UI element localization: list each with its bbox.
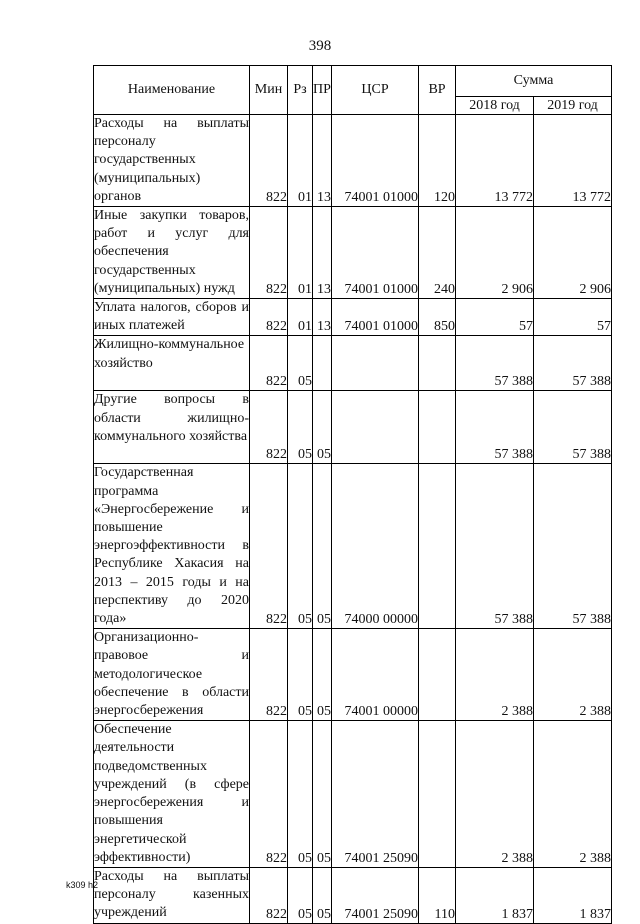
row-min: 822 [250, 721, 288, 868]
row-csr: 74000 00000 [332, 464, 419, 629]
row-pr [313, 336, 332, 391]
row-sum-2018: 2 388 [456, 629, 534, 721]
row-vr: 850 [419, 299, 456, 336]
row-sum-2019: 1 837 [534, 867, 612, 923]
row-rz: 01 [288, 299, 313, 336]
row-vr [419, 721, 456, 868]
row-sum-2018: 57 388 [456, 336, 534, 391]
header-vr: ВР [419, 66, 456, 115]
footer-code: k309 h2 [66, 880, 99, 890]
budget-table [93, 65, 612, 924]
row-vr [419, 629, 456, 721]
row-min: 822 [250, 336, 288, 391]
header-year-2019: 2019 год [534, 97, 612, 115]
row-sum-2018: 2 906 [456, 207, 534, 299]
table-row [94, 721, 612, 868]
row-vr: 110 [419, 867, 456, 923]
table-body [94, 115, 612, 924]
header-name: Наименование [94, 66, 250, 115]
header-rz: Рз [288, 66, 313, 115]
row-pr: 05 [313, 391, 332, 464]
row-min: 822 [250, 629, 288, 721]
row-sum-2019: 57 388 [534, 464, 612, 629]
header-min: Мин [250, 66, 288, 115]
row-rz: 05 [288, 629, 313, 721]
row-pr: 05 [313, 867, 332, 923]
page-number: 398 [308, 38, 332, 54]
row-rz: 05 [288, 336, 313, 391]
row-csr [332, 336, 419, 391]
row-sum-2019: 57 [534, 299, 612, 336]
header-csr: ЦСР [332, 66, 419, 115]
row-csr: 74001 01000 [332, 299, 419, 336]
row-rz: 05 [288, 721, 313, 868]
row-name: Уплата налогов, сборов и иных платежей [94, 299, 250, 336]
header-pr: ПР [313, 66, 332, 115]
header-year-2018: 2018 год [456, 97, 534, 115]
row-csr: 74001 01000 [332, 115, 419, 207]
row-vr: 120 [419, 115, 456, 207]
header-sum: Сумма [456, 66, 612, 97]
row-min: 822 [250, 464, 288, 629]
row-vr [419, 464, 456, 629]
row-sum-2018: 57 [456, 299, 534, 336]
row-rz: 01 [288, 115, 313, 207]
table-row [94, 299, 612, 336]
row-name: Организационно-правовое и методологическое обеспечение в области энергосбережения [94, 629, 250, 721]
row-csr: 74001 25090 [332, 867, 419, 923]
row-sum-2018: 57 388 [456, 391, 534, 464]
row-vr: 240 [419, 207, 456, 299]
row-rz: 05 [288, 391, 313, 464]
row-min: 822 [250, 207, 288, 299]
row-pr: 05 [313, 629, 332, 721]
table-row [94, 391, 612, 464]
row-sum-2018: 13 772 [456, 115, 534, 207]
row-name: Обеспечение деятельности подведомственных учреждений (в сфере энергосбережения и повышения энергетической эффективности) [94, 721, 250, 868]
table-row [94, 629, 612, 721]
row-pr: 05 [313, 721, 332, 868]
row-sum-2018: 2 388 [456, 721, 534, 868]
row-sum-2019: 13 772 [534, 115, 612, 207]
table-row [94, 464, 612, 629]
row-sum-2019: 2 388 [534, 721, 612, 868]
row-sum-2019: 2 388 [534, 629, 612, 721]
row-name: Государственная программа «Энергосбережение и повышение энергоэффективности в Республике Хакасия на 2013 – 2015 годы и на перспективу до 2020 года» [94, 464, 250, 629]
row-rz: 01 [288, 207, 313, 299]
row-min: 822 [250, 867, 288, 923]
row-min: 822 [250, 391, 288, 464]
table-row [94, 867, 612, 923]
table-row [94, 115, 612, 207]
table-row [94, 207, 612, 299]
row-csr: 74001 01000 [332, 207, 419, 299]
row-pr: 13 [313, 115, 332, 207]
row-name: Иные закупки товаров, работ и услуг для обеспечения государственных (муниципальных) нужд [94, 207, 250, 299]
row-csr [332, 391, 419, 464]
row-csr: 74001 25090 [332, 721, 419, 868]
row-rz: 05 [288, 464, 313, 629]
row-name: Жилищно-коммунальное хозяйство [94, 336, 250, 391]
row-sum-2019: 2 906 [534, 207, 612, 299]
row-pr: 13 [313, 207, 332, 299]
row-sum-2019: 57 388 [534, 391, 612, 464]
row-rz: 05 [288, 867, 313, 923]
row-csr: 74001 00000 [332, 629, 419, 721]
row-name: Расходы на выплаты персоналу государственных (муниципальных) органов [94, 115, 250, 207]
row-sum-2019: 57 388 [534, 336, 612, 391]
row-pr: 13 [313, 299, 332, 336]
row-name: Другие вопросы в области жилищно-коммунального хозяйства [94, 391, 250, 464]
row-pr: 05 [313, 464, 332, 629]
table-row [94, 336, 612, 391]
row-min: 822 [250, 299, 288, 336]
row-sum-2018: 57 388 [456, 464, 534, 629]
row-name: Расходы на выплаты персоналу казенных учреждений [94, 867, 250, 923]
row-vr [419, 391, 456, 464]
row-sum-2018: 1 837 [456, 867, 534, 923]
row-min: 822 [250, 115, 288, 207]
row-vr [419, 336, 456, 391]
